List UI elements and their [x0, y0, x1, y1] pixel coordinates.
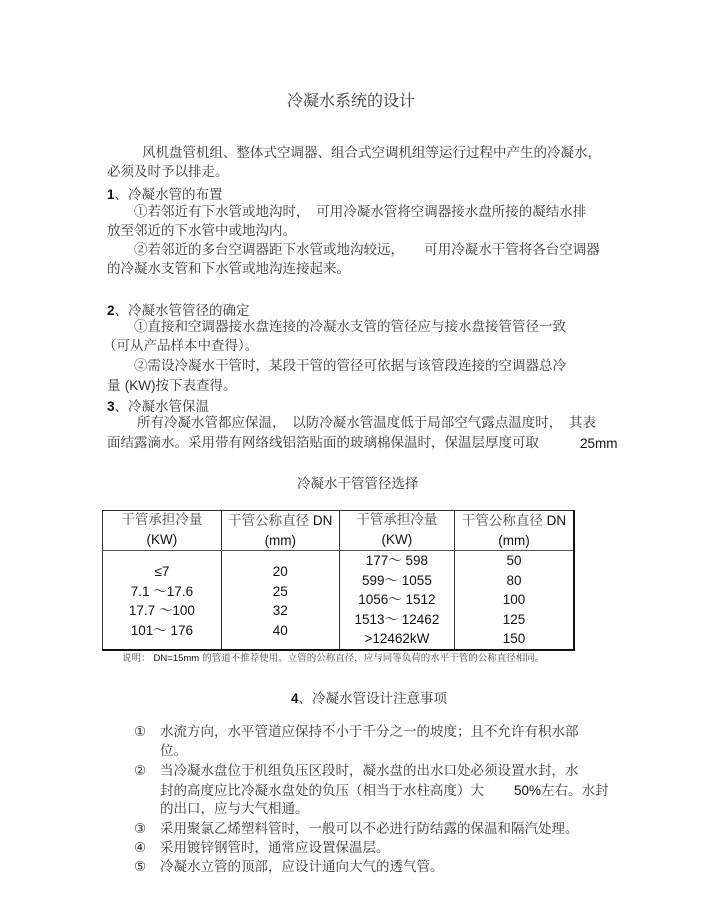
header-label: 干管承担冷量 — [121, 512, 203, 528]
header-label: 干管公称直径 — [461, 513, 543, 529]
insulation-thickness: 25mm — [580, 436, 618, 451]
item-text: 冷凝水立管的顶部，应设计通向大气的透气管。 — [160, 859, 444, 875]
header-cell — [221, 511, 339, 551]
table-cell: 7.1 ～17.6 — [130, 583, 194, 599]
table-cell: 40 — [272, 622, 288, 638]
text-fragment: 量 — [107, 378, 121, 394]
section-1-number: 1 — [107, 187, 115, 202]
header-unit: (mm) — [498, 533, 530, 548]
item-text: 采用聚氯乙烯塑料管时，一般可以不必进行防结露的保温和隔汽处理。 — [160, 821, 579, 837]
right-load-cell — [339, 551, 454, 650]
note-code: DN=15mm — [153, 653, 200, 664]
table-cell: 599～ 1055 — [362, 572, 432, 588]
header-label-dn: DN — [542, 513, 567, 528]
percent-value: 50% — [514, 783, 542, 798]
header-cell — [339, 511, 454, 551]
right-dn-cell — [455, 551, 574, 650]
item-number: ④ — [134, 840, 147, 856]
item-text: 采用镀锌钢管时，通常应设置保温层。 — [160, 840, 390, 856]
table-cell: 25 — [272, 583, 288, 599]
item-text: 当冷凝水盘位于机组负压区段时，凝水盘的出水口处必须设置水封，水 — [160, 763, 579, 779]
item-number: ③ — [134, 821, 147, 837]
section-2-p1-line2: （可从产品样本中查得）。 — [103, 338, 259, 354]
note-item-2-cont2: 的出口，应与大气相通。 — [160, 801, 309, 817]
table-cell: 80 — [506, 572, 522, 588]
table-cell: 1513～ 12462 — [354, 611, 440, 627]
note-item-2-cont — [160, 781, 609, 801]
text-fragment: 按下表查得。 — [155, 378, 237, 394]
section-1-p1-line1: ①若邻近有下水管或地沟时， 可用冷凝水管将空调器接水盘所接的凝结水排 — [134, 204, 587, 220]
left-dn-cell — [221, 551, 339, 650]
section-1-title: 、冷凝水管的布置 — [114, 187, 223, 203]
pipe-size-table — [102, 510, 575, 651]
section-3-p1-line1: 所有冷凝水管都应保温， 以防冷凝水管温度低于局部空气露点温度时， 其表 — [137, 415, 596, 431]
item-text: 封的高度应比冷凝水盘处的负压（相当于水柱高度）大 — [160, 783, 484, 799]
intro-line-1: 风机盘管机组、整体式空调器、组合式空调机组等运行过程中产生的冷凝水， — [142, 145, 601, 161]
section-1-p1-line2: 放至邻近的下水管中或地沟内。 — [107, 223, 296, 239]
section-2-p1-line1: ①直接和空调器接水盘连接的冷凝水支管的管径应与接水盘接管管径一致 — [134, 319, 566, 335]
header-unit: (KW) — [381, 532, 413, 547]
table-cell: ≤7 — [154, 564, 170, 579]
section-3-p1-line2: 面结露滴水。采用带有网络线铝箔贴面的玻璃棉保温时，保温层厚度可取 — [107, 435, 539, 451]
table-cell: 17.7 ～100 — [128, 603, 195, 618]
header-unit: (mm) — [264, 533, 297, 548]
section-2-number: 2 — [107, 303, 115, 318]
left-load-cell — [103, 551, 222, 650]
unit-kw: (KW) — [124, 378, 156, 393]
item-number: ⑤ — [134, 859, 147, 875]
table-caption: 冷凝水干管管径选择 — [297, 476, 419, 492]
table-cell: 20 — [272, 564, 288, 579]
section-2-p2-line2 — [107, 376, 237, 396]
table-cell: 1056～ 1512 — [358, 592, 436, 607]
document-title: 冷凝水系统的设计 — [287, 91, 416, 110]
section-3-number: 3 — [107, 399, 115, 414]
item-number: ① — [134, 724, 147, 740]
section-4-heading — [291, 687, 447, 707]
section-4-title: 、冷凝水管设计注意事项 — [298, 691, 448, 707]
table-note — [122, 650, 544, 664]
table-cell: >12462kW — [364, 631, 430, 646]
section-3-title: 、冷凝水管保温 — [114, 399, 210, 415]
section-2-title: 、冷凝水管管径的确定 — [114, 303, 250, 319]
header-label-dn: DN — [309, 513, 333, 528]
section-1-p2-line1: ②若邻近的多台空调器距下水管或地沟较远， 可用冷凝水干管将各台空调器 — [134, 242, 600, 258]
table-body-row — [103, 551, 575, 650]
item-text: 左右。水封 — [541, 783, 609, 799]
note-text: 的管道不推荐使用。立管的公称直径，应与同等负荷的水平干管的公称直径相同。 — [199, 653, 545, 664]
section-3-heading — [107, 395, 209, 415]
header-label: 干管公称直径 — [228, 513, 310, 529]
header-unit: (KW) — [146, 532, 178, 547]
section-2-p2-line1: ②需设冷凝水干管时，某段干管的管径可依据与该管段连接的空调器总冷 — [134, 358, 566, 374]
item-text: 水流方向，水平管道应保持不小于千分之一的坡度；且不允许有积水部 — [160, 724, 579, 740]
header-label: 干管承担冷量 — [356, 512, 438, 528]
intro-line-2: 必须及时予以排走。 — [107, 164, 229, 180]
table-cell: 32 — [272, 603, 288, 618]
table-cell: 100 — [502, 592, 526, 607]
note-item-3 — [134, 820, 579, 839]
note-item-5 — [134, 858, 444, 877]
section-1-heading — [107, 183, 223, 203]
header-cell — [455, 511, 574, 551]
table-header-row — [103, 511, 575, 551]
table-cell: 101～ 176 — [130, 622, 194, 638]
header-cell — [103, 511, 222, 551]
table-cell: 177～ 598 — [365, 553, 429, 568]
note-item-1-cont: 位。 — [160, 743, 187, 759]
section-2-heading — [107, 299, 250, 319]
section-4-number: 4 — [291, 691, 299, 706]
section-1-p2-line2: 的冷凝水支管和下水管或地沟连接起来。 — [107, 261, 350, 277]
note-label: 说明： — [122, 653, 151, 664]
note-item-4 — [134, 839, 390, 858]
table-cell: 125 — [502, 611, 526, 627]
item-number: ② — [134, 763, 147, 779]
note-item-1 — [134, 723, 579, 742]
table-cell: 50 — [506, 553, 522, 568]
note-item-2 — [134, 762, 579, 781]
table-cell: 150 — [502, 631, 526, 646]
